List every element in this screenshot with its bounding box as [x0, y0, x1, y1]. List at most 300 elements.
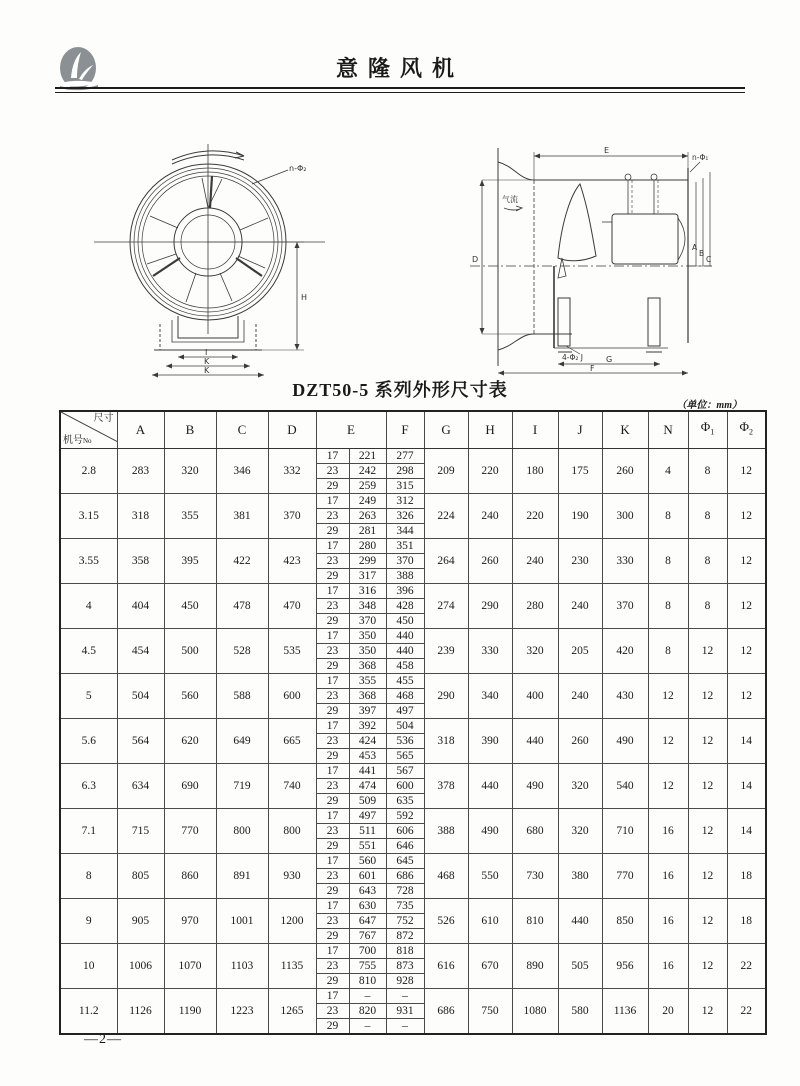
cell-b: 355 [164, 493, 216, 538]
cell-f-value: – [386, 1018, 424, 1034]
corner-header-cell [60, 411, 117, 448]
table-row [60, 853, 766, 868]
cell-f-value: 567 [386, 763, 424, 778]
side-dim-g: G [606, 355, 613, 364]
cell-e-value: 647 [349, 913, 386, 928]
col-header-i: I [512, 411, 558, 448]
cell-e-value: 453 [349, 748, 386, 763]
cell-machine-no: 9 [60, 898, 117, 943]
cell-e-sub: 29 [316, 523, 349, 538]
cell-e-value: 474 [349, 778, 386, 793]
col-header-h: H [468, 411, 512, 448]
cell-phi2: 18 [727, 898, 766, 943]
cell-e-value: 317 [349, 568, 386, 583]
cell-e-sub: 23 [316, 958, 349, 973]
cell-a: 805 [117, 853, 164, 898]
cell-k: 956 [602, 943, 648, 988]
cell-machine-no: 5 [60, 673, 117, 718]
cell-phi1: 12 [688, 943, 727, 988]
cell-g: 388 [424, 808, 468, 853]
cell-h: 610 [468, 898, 512, 943]
cell-f-value: 606 [386, 823, 424, 838]
cell-e-value: 299 [349, 553, 386, 568]
cell-d: 470 [268, 583, 316, 628]
col-header-b: B [164, 411, 216, 448]
cell-c: 649 [216, 718, 268, 763]
cell-e-value: 397 [349, 703, 386, 718]
corner-label-size: 尺寸 [93, 413, 114, 424]
cell-phi1: 8 [688, 583, 727, 628]
table-header-row [60, 411, 766, 448]
col-header-n: N [648, 411, 688, 448]
cell-j: 240 [558, 583, 602, 628]
cell-n: 16 [648, 943, 688, 988]
cell-j: 260 [558, 718, 602, 763]
table-row [60, 718, 766, 733]
cell-j: 380 [558, 853, 602, 898]
cell-n: 12 [648, 718, 688, 763]
col-header-c: C [216, 411, 268, 448]
cell-b: 1070 [164, 943, 216, 988]
cell-e-value: 820 [349, 1003, 386, 1018]
cell-j: 240 [558, 673, 602, 718]
col-header-f: F [386, 411, 424, 448]
cell-e-sub: 23 [316, 508, 349, 523]
cell-f-value: 277 [386, 448, 424, 463]
cell-e-sub: 17 [316, 943, 349, 958]
cell-phi2: 12 [727, 673, 766, 718]
front-view-drawing [92, 138, 327, 383]
cell-h: 550 [468, 853, 512, 898]
cell-n: 20 [648, 988, 688, 1034]
cell-e-sub: 29 [316, 1018, 349, 1034]
cell-f-value: 735 [386, 898, 424, 913]
cell-h: 290 [468, 583, 512, 628]
cell-e-value: 316 [349, 583, 386, 598]
cell-g: 224 [424, 493, 468, 538]
cell-k: 710 [602, 808, 648, 853]
cell-phi2: 12 [727, 538, 766, 583]
table-row [60, 943, 766, 958]
cell-machine-no: 6.3 [60, 763, 117, 808]
cell-i: 320 [512, 628, 558, 673]
cell-f-value: 536 [386, 733, 424, 748]
cell-b: 450 [164, 583, 216, 628]
cell-b: 500 [164, 628, 216, 673]
cell-b: 395 [164, 538, 216, 583]
table-row [60, 583, 766, 598]
cell-machine-no: 8 [60, 853, 117, 898]
cell-i: 730 [512, 853, 558, 898]
cell-e-value: 392 [349, 718, 386, 733]
side-dim-f: F [590, 364, 595, 373]
cell-n: 12 [648, 763, 688, 808]
cell-phi1: 12 [688, 898, 727, 943]
cell-h: 330 [468, 628, 512, 673]
cell-h: 490 [468, 808, 512, 853]
cell-g: 378 [424, 763, 468, 808]
cell-b: 770 [164, 808, 216, 853]
cell-phi2: 14 [727, 808, 766, 853]
front-dim-h: H [301, 293, 308, 302]
cell-f-value: 428 [386, 598, 424, 613]
cell-f-value: 312 [386, 493, 424, 508]
table-title: DZT50-5 系列外形尺寸表 [292, 380, 508, 400]
cell-e-sub: 29 [316, 973, 349, 988]
cell-c: 381 [216, 493, 268, 538]
cell-d: 535 [268, 628, 316, 673]
cell-e-value: 551 [349, 838, 386, 853]
cell-f-value: 752 [386, 913, 424, 928]
cell-e-sub: 23 [316, 1003, 349, 1018]
cell-phi2: 14 [727, 718, 766, 763]
cell-k: 370 [602, 583, 648, 628]
cell-machine-no: 10 [60, 943, 117, 988]
cell-c: 800 [216, 808, 268, 853]
cell-phi1: 12 [688, 628, 727, 673]
col-header-d: D [268, 411, 316, 448]
cell-n: 16 [648, 853, 688, 898]
col-header-phi1: $\Phi_1$ [688, 411, 727, 448]
cell-e-sub: 29 [316, 838, 349, 853]
airflow-label: 气流 [502, 195, 518, 204]
col-header-j: J [558, 411, 602, 448]
cell-d: 740 [268, 763, 316, 808]
cell-phi1: 12 [688, 808, 727, 853]
cell-e-sub: 23 [316, 643, 349, 658]
cell-e-value: 368 [349, 688, 386, 703]
cell-a: 715 [117, 808, 164, 853]
cell-d: 800 [268, 808, 316, 853]
cell-j: 320 [558, 763, 602, 808]
cell-e-value: 560 [349, 853, 386, 868]
cell-h: 440 [468, 763, 512, 808]
cell-h: 340 [468, 673, 512, 718]
cell-n: 16 [648, 808, 688, 853]
cell-f-value: 370 [386, 553, 424, 568]
cell-e-sub: 29 [316, 658, 349, 673]
cell-b: 1190 [164, 988, 216, 1034]
cell-c: 528 [216, 628, 268, 673]
cell-e-value: 643 [349, 883, 386, 898]
cell-f-value: 872 [386, 928, 424, 943]
cell-f-value: 592 [386, 808, 424, 823]
side-view-drawing [462, 138, 717, 383]
cell-machine-no: 11.2 [60, 988, 117, 1034]
cell-e-sub: 17 [316, 628, 349, 643]
cell-f-value: 450 [386, 613, 424, 628]
cell-h: 240 [468, 493, 512, 538]
cell-e-value: 280 [349, 538, 386, 553]
cell-f-value: 468 [386, 688, 424, 703]
cell-i: 180 [512, 448, 558, 493]
cell-g: 526 [424, 898, 468, 943]
cell-e-sub: 29 [316, 703, 349, 718]
unit-note: （单位：mm） [676, 400, 742, 411]
cell-f-value: 818 [386, 943, 424, 958]
cell-phi2: 22 [727, 988, 766, 1034]
cell-phi1: 8 [688, 538, 727, 583]
cell-n: 16 [648, 898, 688, 943]
cell-k: 300 [602, 493, 648, 538]
cell-e-sub: 29 [316, 568, 349, 583]
cell-e-sub: 29 [316, 748, 349, 763]
cell-e-sub: 29 [316, 883, 349, 898]
corner-label-model: 机号 [63, 434, 83, 446]
cell-f-value: 504 [386, 718, 424, 733]
cell-i: 280 [512, 583, 558, 628]
front-dim-k-outer: K [204, 366, 210, 375]
cell-n: 8 [648, 538, 688, 583]
cell-f-value: 455 [386, 673, 424, 688]
cell-f-value: 440 [386, 628, 424, 643]
cell-c: 1001 [216, 898, 268, 943]
cell-d: 370 [268, 493, 316, 538]
cell-h: 220 [468, 448, 512, 493]
table-row [60, 538, 766, 553]
cell-e-sub: 17 [316, 718, 349, 733]
cell-k: 330 [602, 538, 648, 583]
cell-b: 970 [164, 898, 216, 943]
cell-e-value: 368 [349, 658, 386, 673]
cell-e-sub: 23 [316, 463, 349, 478]
cell-c: 891 [216, 853, 268, 898]
side-dim-b: B [699, 249, 705, 258]
cell-e-sub: 17 [316, 988, 349, 1003]
cell-e-sub: 23 [316, 733, 349, 748]
cell-g: 686 [424, 988, 468, 1034]
side-dim-c: C [706, 255, 712, 264]
cell-k: 540 [602, 763, 648, 808]
cell-f-value: 298 [386, 463, 424, 478]
cell-phi1: 8 [688, 448, 727, 493]
cell-i: 490 [512, 763, 558, 808]
cell-e-sub: 23 [316, 553, 349, 568]
cell-f-value: 326 [386, 508, 424, 523]
cell-phi2: 12 [727, 628, 766, 673]
cell-e-value: 350 [349, 628, 386, 643]
cell-g: 264 [424, 538, 468, 583]
cell-e-sub: 17 [316, 448, 349, 463]
table-row [60, 448, 766, 463]
cell-b: 690 [164, 763, 216, 808]
cell-k: 490 [602, 718, 648, 763]
cell-f-value: 645 [386, 853, 424, 868]
cell-e-value: 424 [349, 733, 386, 748]
cell-f-value: 873 [386, 958, 424, 973]
front-bolt-label: n-Φ₂ [289, 164, 307, 173]
cell-e-value: 221 [349, 448, 386, 463]
cell-h: 670 [468, 943, 512, 988]
cell-i: 220 [512, 493, 558, 538]
table-row [60, 763, 766, 778]
cell-i: 680 [512, 808, 558, 853]
cell-a: 318 [117, 493, 164, 538]
cell-f-value: 344 [386, 523, 424, 538]
cell-i: 440 [512, 718, 558, 763]
cell-f-value: 388 [386, 568, 424, 583]
cell-e-sub: 17 [316, 898, 349, 913]
cell-c: 1223 [216, 988, 268, 1034]
cell-i: 810 [512, 898, 558, 943]
cell-e-value: – [349, 1018, 386, 1034]
col-header-phi2: $\Phi_2$ [727, 411, 766, 448]
side-dim-d: D [472, 255, 479, 264]
cell-e-sub: 23 [316, 823, 349, 838]
cell-n: 8 [648, 583, 688, 628]
cell-j: 440 [558, 898, 602, 943]
cell-f-value: 351 [386, 538, 424, 553]
cell-h: 260 [468, 538, 512, 583]
cell-f-value: 440 [386, 643, 424, 658]
cell-g: 318 [424, 718, 468, 763]
cell-g: 209 [424, 448, 468, 493]
cell-f-value: 931 [386, 1003, 424, 1018]
table-row [60, 673, 766, 688]
cell-f-value: – [386, 988, 424, 1003]
cell-e-sub: 17 [316, 583, 349, 598]
cell-b: 320 [164, 448, 216, 493]
cell-a: 634 [117, 763, 164, 808]
cell-e-sub: 23 [316, 598, 349, 613]
cell-phi2: 14 [727, 763, 766, 808]
cell-e-value: 441 [349, 763, 386, 778]
cell-f-value: 315 [386, 478, 424, 493]
cell-f-value: 635 [386, 793, 424, 808]
table-row [60, 988, 766, 1003]
cell-machine-no: 2.8 [60, 448, 117, 493]
cell-j: 190 [558, 493, 602, 538]
cell-d: 1265 [268, 988, 316, 1034]
cell-e-value: 370 [349, 613, 386, 628]
cell-f-value: 686 [386, 868, 424, 883]
cell-c: 346 [216, 448, 268, 493]
cell-g: 274 [424, 583, 468, 628]
cell-a: 905 [117, 898, 164, 943]
front-dim-k-inner: K [204, 357, 210, 366]
cell-j: 505 [558, 943, 602, 988]
dim-table-body [60, 448, 766, 1034]
cell-phi1: 12 [688, 853, 727, 898]
cell-k: 430 [602, 673, 648, 718]
cell-h: 750 [468, 988, 512, 1034]
cell-e-value: 630 [349, 898, 386, 913]
cell-machine-no: 4 [60, 583, 117, 628]
cell-machine-no: 4.5 [60, 628, 117, 673]
cell-phi2: 12 [727, 493, 766, 538]
cell-d: 1200 [268, 898, 316, 943]
cell-n: 8 [648, 493, 688, 538]
cell-a: 1126 [117, 988, 164, 1034]
col-header-e: E [316, 411, 386, 448]
cell-d: 930 [268, 853, 316, 898]
cell-f-value: 728 [386, 883, 424, 898]
cell-e-sub: 29 [316, 478, 349, 493]
cell-e-value: 767 [349, 928, 386, 943]
cell-a: 283 [117, 448, 164, 493]
cell-e-sub: 17 [316, 493, 349, 508]
cell-e-value: 259 [349, 478, 386, 493]
cell-e-sub: 17 [316, 673, 349, 688]
cell-e-sub: 23 [316, 778, 349, 793]
cell-f-value: 928 [386, 973, 424, 988]
corner-label-no: No [83, 436, 92, 445]
cell-i: 400 [512, 673, 558, 718]
cell-f-value: 600 [386, 778, 424, 793]
cell-machine-no: 5.6 [60, 718, 117, 763]
cell-c: 422 [216, 538, 268, 583]
cell-phi2: 18 [727, 853, 766, 898]
cell-e-value: 281 [349, 523, 386, 538]
cell-j: 205 [558, 628, 602, 673]
cell-e-value: 700 [349, 943, 386, 958]
cell-e-sub: 17 [316, 763, 349, 778]
cell-k: 420 [602, 628, 648, 673]
cell-h: 390 [468, 718, 512, 763]
table-row [60, 493, 766, 508]
cell-j: 230 [558, 538, 602, 583]
cell-a: 1006 [117, 943, 164, 988]
cell-e-value: 511 [349, 823, 386, 838]
page-title: 意隆风机 [335, 56, 464, 81]
cell-machine-no: 3.55 [60, 538, 117, 583]
cell-i: 240 [512, 538, 558, 583]
cell-f-value: 458 [386, 658, 424, 673]
cell-g: 616 [424, 943, 468, 988]
cell-f-value: 565 [386, 748, 424, 763]
cell-a: 564 [117, 718, 164, 763]
cell-i: 1080 [512, 988, 558, 1034]
table-row [60, 898, 766, 913]
cell-c: 478 [216, 583, 268, 628]
cell-d: 665 [268, 718, 316, 763]
cell-e-sub: 17 [316, 538, 349, 553]
cell-d: 600 [268, 673, 316, 718]
cell-e-value: 810 [349, 973, 386, 988]
cell-e-sub: 23 [316, 688, 349, 703]
cell-phi1: 8 [688, 493, 727, 538]
cell-phi1: 12 [688, 763, 727, 808]
side-dim-e: E [604, 146, 610, 155]
cell-c: 1103 [216, 943, 268, 988]
cell-phi2: 12 [727, 583, 766, 628]
cell-n: 8 [648, 628, 688, 673]
cell-e-value: 497 [349, 808, 386, 823]
cell-a: 454 [117, 628, 164, 673]
header-rule-2 [55, 92, 745, 93]
cell-e-value: 601 [349, 868, 386, 883]
col-header-a: A [117, 411, 164, 448]
cell-e-sub: 17 [316, 853, 349, 868]
cell-e-value: 509 [349, 793, 386, 808]
cell-n: 4 [648, 448, 688, 493]
col-header-k: K [602, 411, 648, 448]
cell-b: 620 [164, 718, 216, 763]
cell-phi1: 12 [688, 718, 727, 763]
cell-f-value: 396 [386, 583, 424, 598]
cell-e-value: 355 [349, 673, 386, 688]
cell-phi1: 12 [688, 988, 727, 1034]
cell-f-value: 497 [386, 703, 424, 718]
cell-e-value: 348 [349, 598, 386, 613]
cell-a: 358 [117, 538, 164, 583]
page-number: —2— [84, 1032, 122, 1047]
cell-e-sub: 23 [316, 868, 349, 883]
cell-i: 890 [512, 943, 558, 988]
cell-k: 850 [602, 898, 648, 943]
cell-j: 580 [558, 988, 602, 1034]
cell-machine-no: 7.1 [60, 808, 117, 853]
